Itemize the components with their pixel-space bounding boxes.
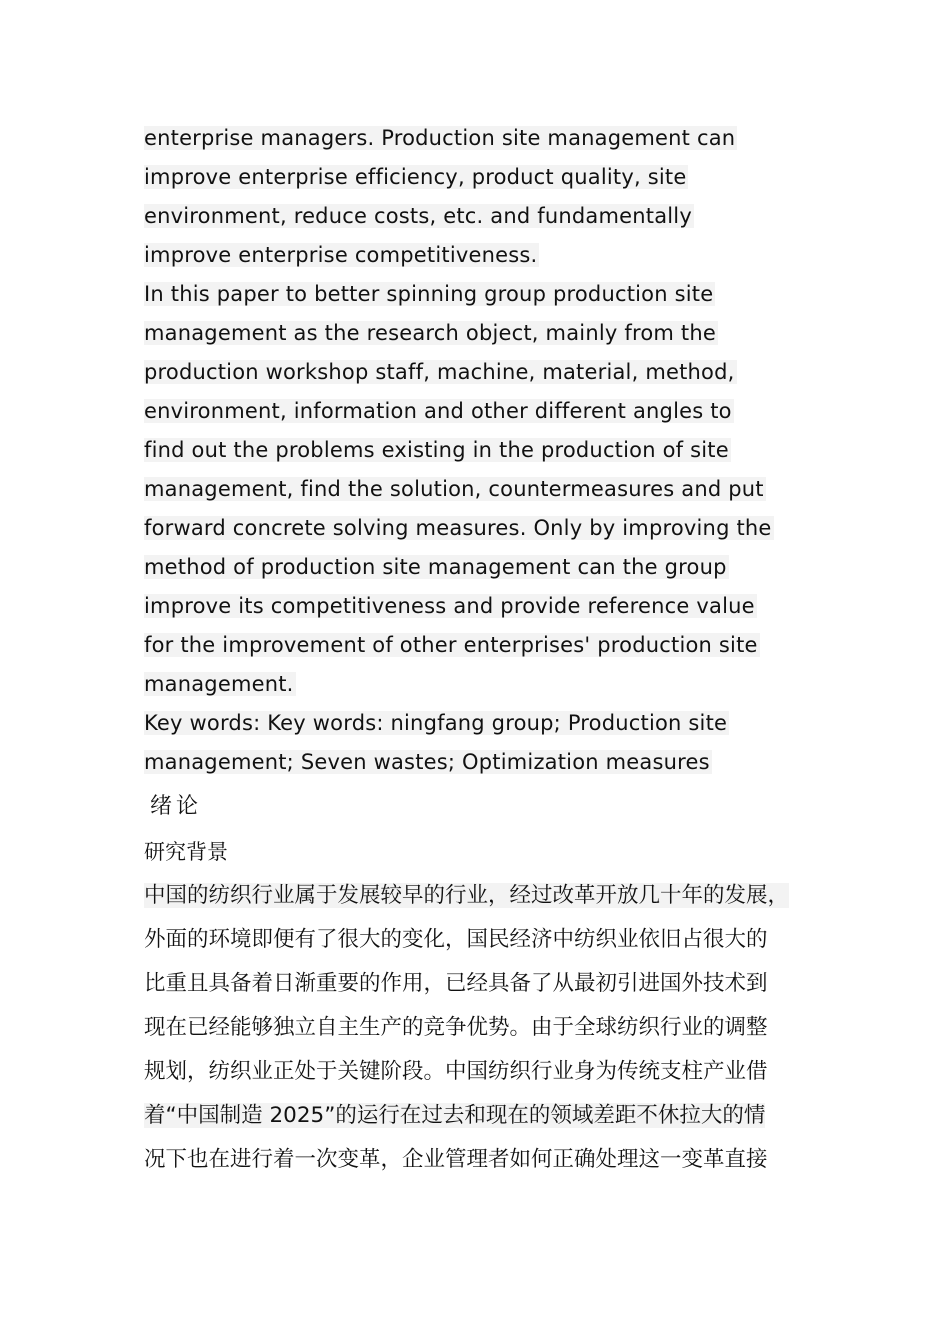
text-line: environment, information and other different angles to (144, 399, 732, 423)
text-line: environment, reduce costs, etc. and fundamentally (144, 204, 692, 228)
section-heading: 研究背景 (144, 840, 228, 864)
text-line: management. (144, 672, 294, 696)
text-line: 着“中国制造 2025”的运行在过去和现在的领域差距不休拉大的情 (144, 1103, 766, 1128)
keywords-line: management; Seven wastes; Optimization measures (144, 750, 710, 774)
text-line: production workshop staff, machine, material, method, (144, 360, 735, 384)
keywords-line: Key words: Key words: ningfang group; Production site (144, 711, 728, 735)
abstract-english (144, 119, 844, 782)
text-line: 比重且具备着日渐重要的作用，已经具备了从最初引进国外技术到 (144, 971, 768, 996)
text-line: improve enterprise competitiveness. (144, 243, 538, 267)
chapter-heading: 绪论 (150, 794, 203, 819)
text-line: enterprise managers. Production site management can (144, 126, 736, 150)
text-line: In this paper to better spinning group production site (144, 282, 714, 306)
text-line: 外面的环境即便有了很大的变化，国民经济中纺织业依旧占很大的 (144, 927, 768, 952)
text-line: 现在已经能够独立自主生产的竞争优势。由于全球纺织行业的调整 (144, 1015, 768, 1040)
text-line: management, find the solution, countermeasures and put (144, 477, 764, 501)
text-line: 中国的纺织行业属于发展较早的行业，经过改革开放几十年的发展， (144, 883, 790, 908)
background-paragraph (144, 874, 824, 1182)
text-line: improve its competitiveness and provide reference value (144, 594, 755, 618)
text-line: find out the problems existing in the production of site (144, 438, 729, 462)
text-line: forward concrete solving measures. Only by improving the (144, 516, 772, 540)
text-line: improve enterprise efficiency, product quality, site (144, 165, 687, 189)
text-line: 规划，纺织业正处于关键阶段。中国纺织行业身为传统支柱产业借 (144, 1059, 768, 1084)
text-line: for the improvement of other enterprises' production site (144, 633, 758, 657)
text-line: 况下也在进行着一次变革，企业管理者如何正确处理这一变革直接 (144, 1147, 768, 1172)
text-line: management as the research object, mainly from the (144, 321, 716, 345)
text-line: method of production site management can the group (144, 555, 727, 579)
